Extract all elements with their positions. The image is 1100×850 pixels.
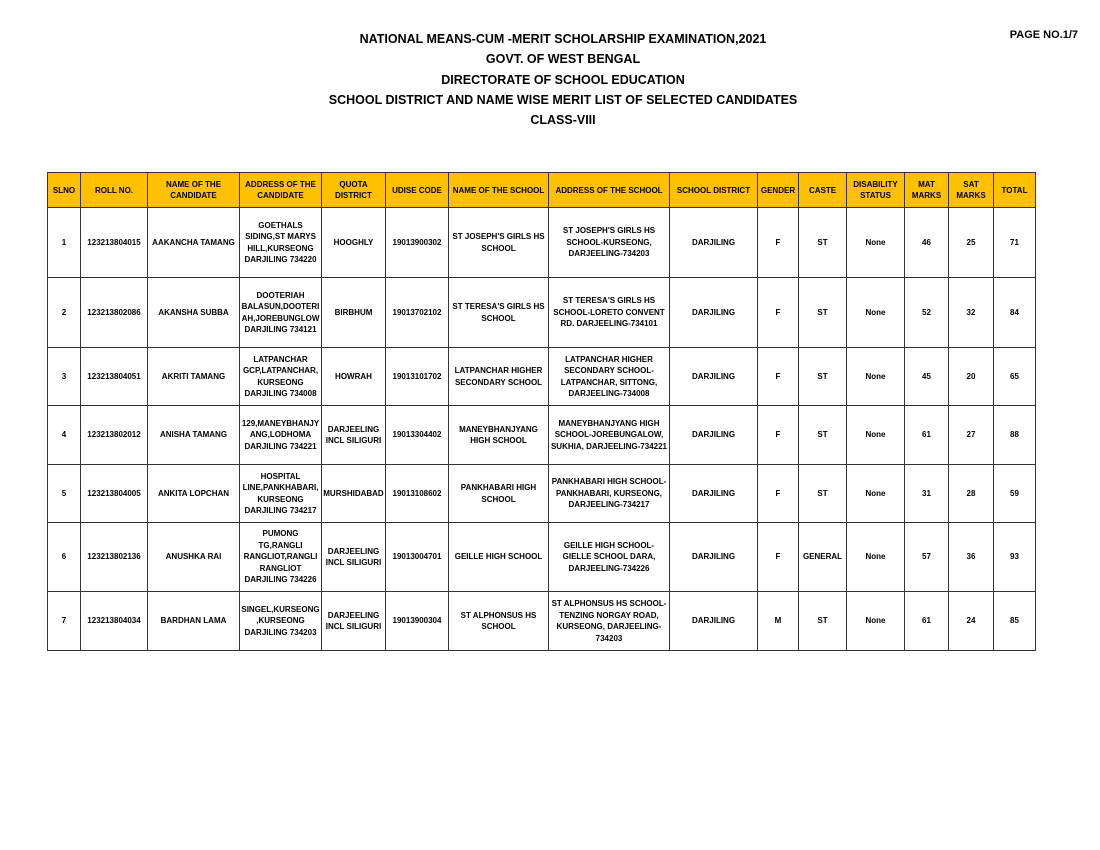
column-header-school-name: NAME OF THE SCHOOL (449, 173, 549, 208)
cell-mat-marks: 61 (905, 406, 949, 465)
cell-caste: ST (799, 208, 847, 278)
cell-udise-code: 19013004701 (386, 523, 449, 592)
cell-mat-marks: 57 (905, 523, 949, 592)
cell-total: 88 (994, 406, 1036, 465)
cell-sat-marks: 27 (949, 406, 994, 465)
cell-school-district: DARJILING (670, 523, 758, 592)
column-header-udise-code: UDISE CODE (386, 173, 449, 208)
cell-school-address: PANKHABARI HIGH SCHOOL-PANKHABARI, KURSEONG, DARJEELING-734217 (549, 465, 670, 523)
cell-slno: 4 (48, 406, 81, 465)
cell-school-district: DARJILING (670, 592, 758, 651)
cell-school-name: PANKHABARI HIGH SCHOOL (449, 465, 549, 523)
cell-sat-marks: 25 (949, 208, 994, 278)
cell-candidate-name: ANKITA LOPCHAN (148, 465, 240, 523)
title-list: SCHOOL DISTRICT AND NAME WISE MERIT LIST OF SELECTED CANDIDATES (328, 92, 798, 107)
cell-mat-marks: 46 (905, 208, 949, 278)
cell-disability-status: None (847, 406, 905, 465)
cell-quota-district: DARJEELING INCL SILIGURI (322, 523, 386, 592)
cell-total: 59 (994, 465, 1036, 523)
cell-school-address: ST ALPHONSUS HS SCHOOL-TENZING NORGAY ROAD, KURSEONG, DARJEELING-734203 (549, 592, 670, 651)
column-header-mat-marks: MAT MARKS (905, 173, 949, 208)
cell-candidate-address: GOETHALS SIDING,ST MARYS HILL,KURSEONG DARJILING 734220 (240, 208, 322, 278)
cell-slno: 6 (48, 523, 81, 592)
cell-candidate-address: PUMONG TG,RANGLI RANGLIOT,RANGLI RANGLIOT DARJILING 734226 (240, 523, 322, 592)
cell-candidate-address: HOSPITAL LINE,PANKHABARI,KURSEONG DARJILING 734217 (240, 465, 322, 523)
cell-candidate-address: LATPANCHAR GCP,LATPANCHAR,KURSEONG DARJILING 734008 (240, 348, 322, 406)
cell-school-name: LATPANCHAR HIGHER SECONDARY SCHOOL (449, 348, 549, 406)
cell-udise-code: 19013101702 (386, 348, 449, 406)
table-row (48, 465, 1036, 523)
cell-gender: M (758, 592, 799, 651)
cell-total: 85 (994, 592, 1036, 651)
title-govt: GOVT. OF WEST BENGAL (485, 52, 641, 67)
cell-gender: F (758, 208, 799, 278)
table-row (48, 406, 1036, 465)
cell-mat-marks: 61 (905, 592, 949, 651)
cell-candidate-name: AAKANCHA TAMANG (148, 208, 240, 278)
cell-caste: ST (799, 348, 847, 406)
cell-roll-no: 123213804051 (81, 348, 148, 406)
column-header-caste: CASTE (799, 173, 847, 208)
cell-candidate-address: 129,MANEYBHANJYANG,LODHOMA DARJILING 734221 (240, 406, 322, 465)
cell-caste: ST (799, 278, 847, 348)
cell-candidate-address: SINGEL,KURSEONG,KURSEONG DARJILING 734203 (240, 592, 322, 651)
cell-caste: ST (799, 465, 847, 523)
cell-gender: F (758, 278, 799, 348)
cell-total: 65 (994, 348, 1036, 406)
cell-sat-marks: 32 (949, 278, 994, 348)
column-header-candidate-address: ADDRESS OF THE CANDIDATE (240, 173, 322, 208)
cell-candidate-name: AKANSHA SUBBA (148, 278, 240, 348)
cell-mat-marks: 52 (905, 278, 949, 348)
column-header-sat-marks: SAT MARKS (949, 173, 994, 208)
cell-gender: F (758, 465, 799, 523)
cell-sat-marks: 28 (949, 465, 994, 523)
merit-list-table (47, 172, 1036, 651)
table-row (48, 348, 1036, 406)
cell-candidate-name: ANISHA TAMANG (148, 406, 240, 465)
cell-roll-no: 123213802086 (81, 278, 148, 348)
cell-disability-status: None (847, 278, 905, 348)
cell-roll-no: 123213802012 (81, 406, 148, 465)
cell-school-district: DARJILING (670, 348, 758, 406)
cell-caste: ST (799, 406, 847, 465)
table-row (48, 278, 1036, 348)
cell-disability-status: None (847, 208, 905, 278)
cell-slno: 2 (48, 278, 81, 348)
cell-roll-no: 123213804015 (81, 208, 148, 278)
cell-quota-district: BIRBHUM (322, 278, 386, 348)
table-row (48, 592, 1036, 651)
document-title-block (263, 29, 863, 130)
cell-school-name: ST TERESA'S GIRLS HS SCHOOL (449, 278, 549, 348)
cell-slno: 3 (48, 348, 81, 406)
column-header-roll-no: ROLL NO. (81, 173, 148, 208)
cell-gender: F (758, 523, 799, 592)
cell-total: 71 (994, 208, 1036, 278)
cell-quota-district: MURSHIDABAD (322, 465, 386, 523)
cell-school-address: ST JOSEPH'S GIRLS HS SCHOOL-KURSEONG, DARJEELING-734203 (549, 208, 670, 278)
title-class: CLASS-VIII (530, 113, 596, 128)
cell-sat-marks: 20 (949, 348, 994, 406)
cell-udise-code: 19013108602 (386, 465, 449, 523)
cell-mat-marks: 45 (905, 348, 949, 406)
title-exam: NATIONAL MEANS-CUM -MERIT SCHOLARSHIP EXAMINATION,2021 (359, 32, 767, 46)
column-header-school-district: SCHOOL DISTRICT (670, 173, 758, 208)
cell-school-district: DARJILING (670, 465, 758, 523)
table-header-row (48, 173, 1036, 208)
cell-disability-status: None (847, 348, 905, 406)
cell-school-name: ST JOSEPH'S GIRLS HS SCHOOL (449, 208, 549, 278)
column-header-candidate-name: NAME OF THE CANDIDATE (148, 173, 240, 208)
cell-school-district: DARJILING (670, 278, 758, 348)
cell-school-address: LATPANCHAR HIGHER SECONDARY SCHOOL-LATPANCHAR, SITTONG, DARJEELING-734008 (549, 348, 670, 406)
table-row (48, 208, 1036, 278)
cell-candidate-name: BARDHAN LAMA (148, 592, 240, 651)
cell-sat-marks: 24 (949, 592, 994, 651)
cell-total: 84 (994, 278, 1036, 348)
cell-gender: F (758, 348, 799, 406)
cell-candidate-name: AKRITI TAMANG (148, 348, 240, 406)
cell-caste: ST (799, 592, 847, 651)
cell-gender: F (758, 406, 799, 465)
cell-udise-code: 19013304402 (386, 406, 449, 465)
cell-quota-district: HOWRAH (322, 348, 386, 406)
cell-roll-no: 123213804005 (81, 465, 148, 523)
cell-slno: 1 (48, 208, 81, 278)
cell-quota-district: HOOGHLY (322, 208, 386, 278)
cell-quota-district: DARJEELING INCL SILIGURI (322, 592, 386, 651)
column-header-total: TOTAL (994, 173, 1036, 208)
cell-mat-marks: 31 (905, 465, 949, 523)
column-header-gender: GENDER (758, 173, 799, 208)
cell-school-name: GEILLE HIGH SCHOOL (449, 523, 549, 592)
cell-candidate-name: ANUSHKA RAI (148, 523, 240, 592)
cell-slno: 5 (48, 465, 81, 523)
cell-school-address: ST TERESA'S GIRLS HS SCHOOL-LORETO CONVENT RD. DARJEELING-734101 (549, 278, 670, 348)
cell-candidate-address: DOOTERIAH BALASUN,DOOTERIAH,JOREBUNGLOW DARJILING 734121 (240, 278, 322, 348)
cell-disability-status: None (847, 465, 905, 523)
cell-school-address: GEILLE HIGH SCHOOL-GIELLE SCHOOL DARA, DARJEELING-734226 (549, 523, 670, 592)
cell-school-name: MANEYBHANJYANG HIGH SCHOOL (449, 406, 549, 465)
title-directorate: DIRECTORATE OF SCHOOL EDUCATION (441, 72, 685, 87)
column-header-quota-district: QUOTA DISTRICT (322, 173, 386, 208)
column-header-disability-status: DISABILITY STATUS (847, 173, 905, 208)
cell-udise-code: 19013900302 (386, 208, 449, 278)
cell-school-district: DARJILING (670, 406, 758, 465)
cell-udise-code: 19013702102 (386, 278, 449, 348)
cell-disability-status: None (847, 523, 905, 592)
column-header-slno: SLNO (48, 173, 81, 208)
cell-sat-marks: 36 (949, 523, 994, 592)
cell-slno: 7 (48, 592, 81, 651)
cell-school-district: DARJILING (670, 208, 758, 278)
table-row (48, 523, 1036, 592)
cell-total: 93 (994, 523, 1036, 592)
column-header-school-address: ADDRESS OF THE SCHOOL (549, 173, 670, 208)
cell-udise-code: 19013900304 (386, 592, 449, 651)
cell-school-name: ST ALPHONSUS HS SCHOOL (449, 592, 549, 651)
cell-disability-status: None (847, 592, 905, 651)
cell-roll-no: 123213802136 (81, 523, 148, 592)
cell-roll-no: 123213804034 (81, 592, 148, 651)
cell-caste: GENERAL (799, 523, 847, 592)
cell-school-address: MANEYBHANJYANG HIGH SCHOOL-JOREBUNGALOW, SUKHIA, DARJEELING-734221 (549, 406, 670, 465)
page-number: PAGE NO.1/7 (1009, 29, 1078, 41)
cell-quota-district: DARJEELING INCL SILIGURI (322, 406, 386, 465)
